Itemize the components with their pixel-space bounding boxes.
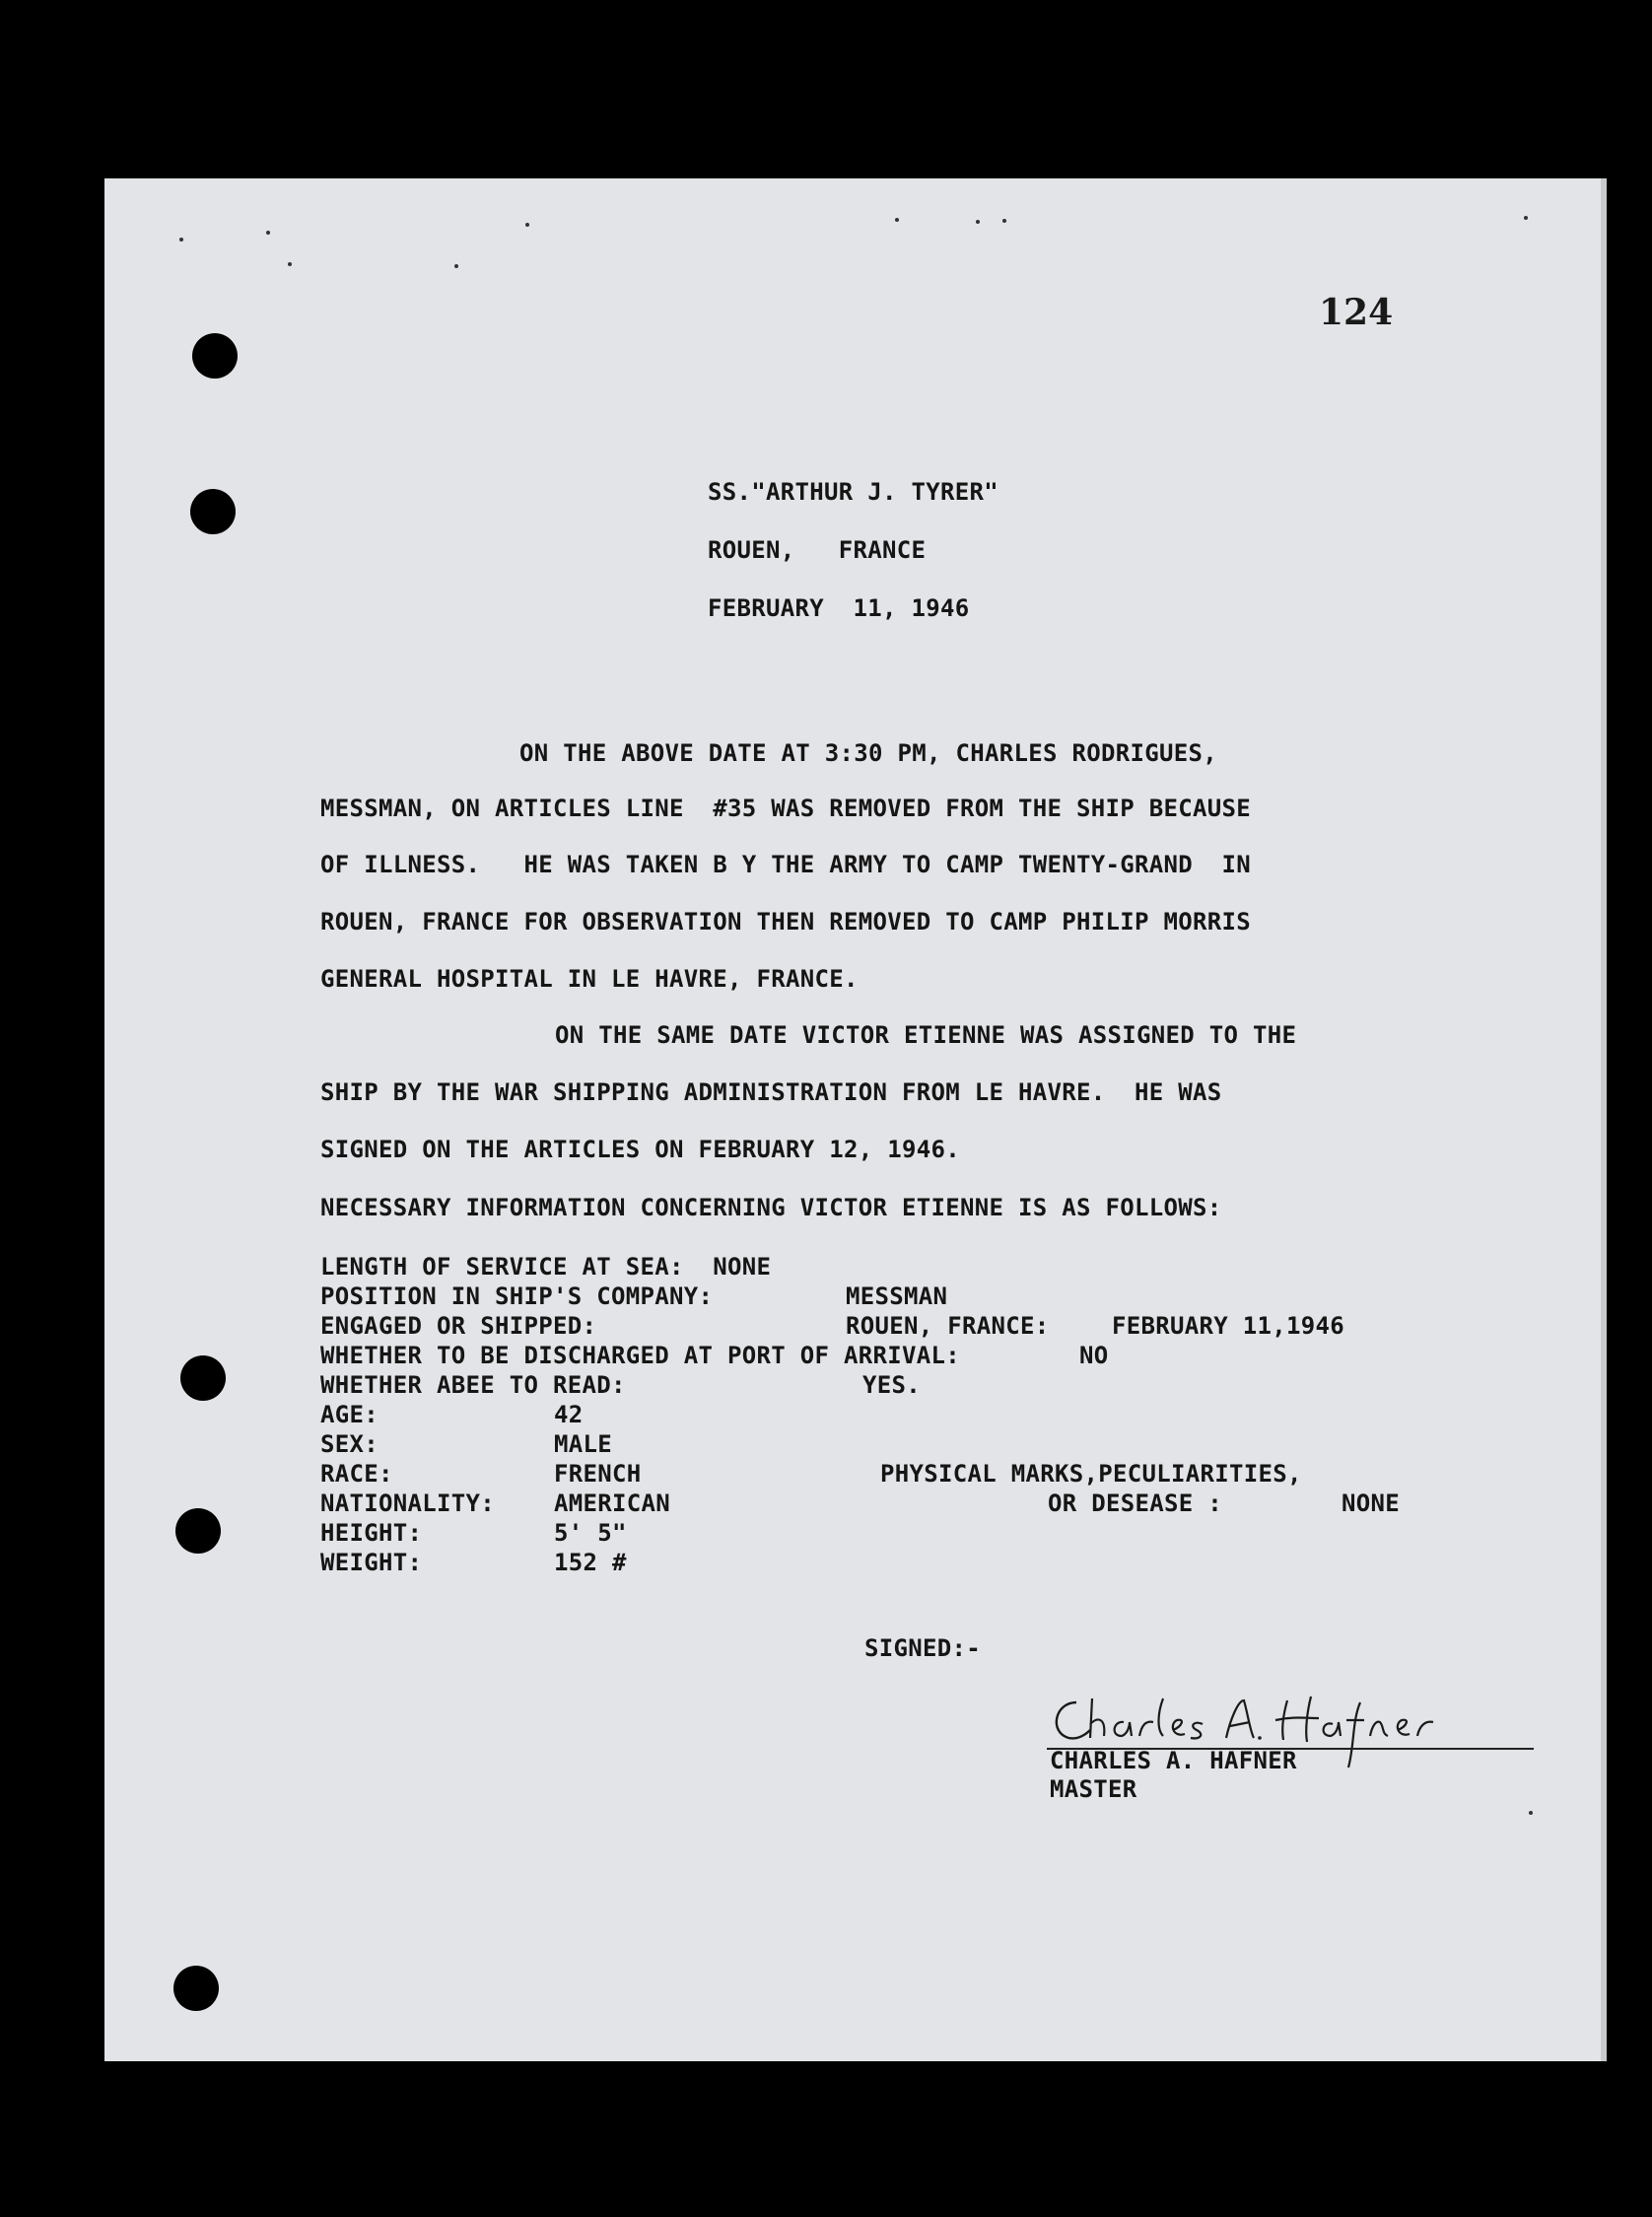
sex-label: SEX: bbox=[320, 1430, 379, 1458]
document-page bbox=[104, 178, 1601, 2061]
signer-name: CHARLES A. HAFNER bbox=[1050, 1747, 1297, 1774]
age-label: AGE: bbox=[320, 1401, 379, 1428]
weight-value: 152 # bbox=[554, 1549, 627, 1576]
signed-label: SIGNED:- bbox=[864, 1634, 981, 1662]
punch-hole bbox=[192, 333, 238, 379]
punch-hole bbox=[190, 489, 236, 534]
speck bbox=[895, 218, 899, 222]
body-line: ROUEN, FRANCE FOR OBSERVATION THEN REMOVED TO CAMP PHILIP MORRIS bbox=[320, 908, 1251, 935]
discharged-label: WHETHER TO BE DISCHARGED AT PORT OF ARRIVAL: bbox=[320, 1342, 960, 1369]
position-label: POSITION IN SHIP'S COMPANY: bbox=[320, 1282, 714, 1310]
race-label: RACE: bbox=[320, 1460, 393, 1488]
speck bbox=[976, 220, 980, 224]
punch-hole bbox=[180, 1355, 226, 1401]
engaged-label: ENGAGED OR SHIPPED: bbox=[320, 1312, 597, 1340]
punch-hole bbox=[175, 1508, 221, 1554]
body-line: MESSMAN, ON ARTICLES LINE #35 WAS REMOVED FROM THE SHIP BECAUSE bbox=[320, 795, 1251, 822]
speck bbox=[266, 231, 270, 235]
read-label: WHETHER ABEE TO READ: bbox=[320, 1371, 626, 1399]
discharged-value: NO bbox=[1079, 1342, 1109, 1369]
nationality-value: AMERICAN bbox=[554, 1490, 670, 1517]
location: ROUEN, FRANCE bbox=[708, 536, 927, 564]
body-line: SIGNED ON THE ARTICLES ON FEBRUARY 12, 1946. bbox=[320, 1136, 960, 1163]
sex-value: MALE bbox=[554, 1430, 612, 1458]
page-edge bbox=[1601, 178, 1607, 2061]
body-line: SHIP BY THE WAR SHIPPING ADMINISTRATION FROM LE HAVRE. HE WAS bbox=[320, 1078, 1222, 1106]
age-value: 42 bbox=[554, 1401, 584, 1428]
engaged-place: ROUEN, FRANCE: bbox=[846, 1312, 1050, 1340]
speck bbox=[1524, 216, 1528, 220]
speck bbox=[288, 262, 292, 266]
date: FEBRUARY 11, 1946 bbox=[708, 594, 970, 622]
speck bbox=[179, 238, 183, 242]
marks-label-1: PHYSICAL MARKS,PECULIARITIES, bbox=[880, 1460, 1302, 1488]
page-number: 124 bbox=[1319, 292, 1394, 333]
weight-label: WEIGHT: bbox=[320, 1549, 423, 1576]
speck bbox=[1002, 219, 1006, 223]
height-label: HEIGHT: bbox=[320, 1519, 423, 1547]
speck bbox=[454, 264, 458, 268]
marks-value: NONE bbox=[1342, 1490, 1400, 1517]
body-line: ON THE SAME DATE VICTOR ETIENNE WAS ASSIGNED TO THE bbox=[555, 1021, 1297, 1049]
race-value: FRENCH bbox=[554, 1460, 642, 1488]
speck bbox=[525, 223, 529, 227]
punch-hole bbox=[173, 1966, 219, 2011]
height-value: 5' 5" bbox=[554, 1519, 627, 1547]
position-value: MESSMAN bbox=[846, 1282, 948, 1310]
body-line: ON THE ABOVE DATE AT 3:30 PM, CHARLES RODRIGUES, bbox=[519, 739, 1217, 767]
speck bbox=[1529, 1811, 1533, 1815]
read-value: YES. bbox=[862, 1371, 921, 1399]
body-line: NECESSARY INFORMATION CONCERNING VICTOR ETIENNE IS AS FOLLOWS: bbox=[320, 1194, 1222, 1221]
marks-label-2: OR DESEASE : bbox=[1048, 1490, 1222, 1517]
signer-title: MASTER bbox=[1050, 1775, 1137, 1803]
length-of-service: LENGTH OF SERVICE AT SEA: NONE bbox=[320, 1253, 772, 1281]
body-line: GENERAL HOSPITAL IN LE HAVRE, FRANCE. bbox=[320, 965, 859, 993]
engaged-date: FEBRUARY 11,1946 bbox=[1112, 1312, 1344, 1340]
nationality-label: NATIONALITY: bbox=[320, 1490, 495, 1517]
body-line: OF ILLNESS. HE WAS TAKEN B Y THE ARMY TO CAMP TWENTY-GRAND IN bbox=[320, 851, 1251, 878]
ship-name: SS."ARTHUR J. TYRER" bbox=[708, 478, 998, 506]
